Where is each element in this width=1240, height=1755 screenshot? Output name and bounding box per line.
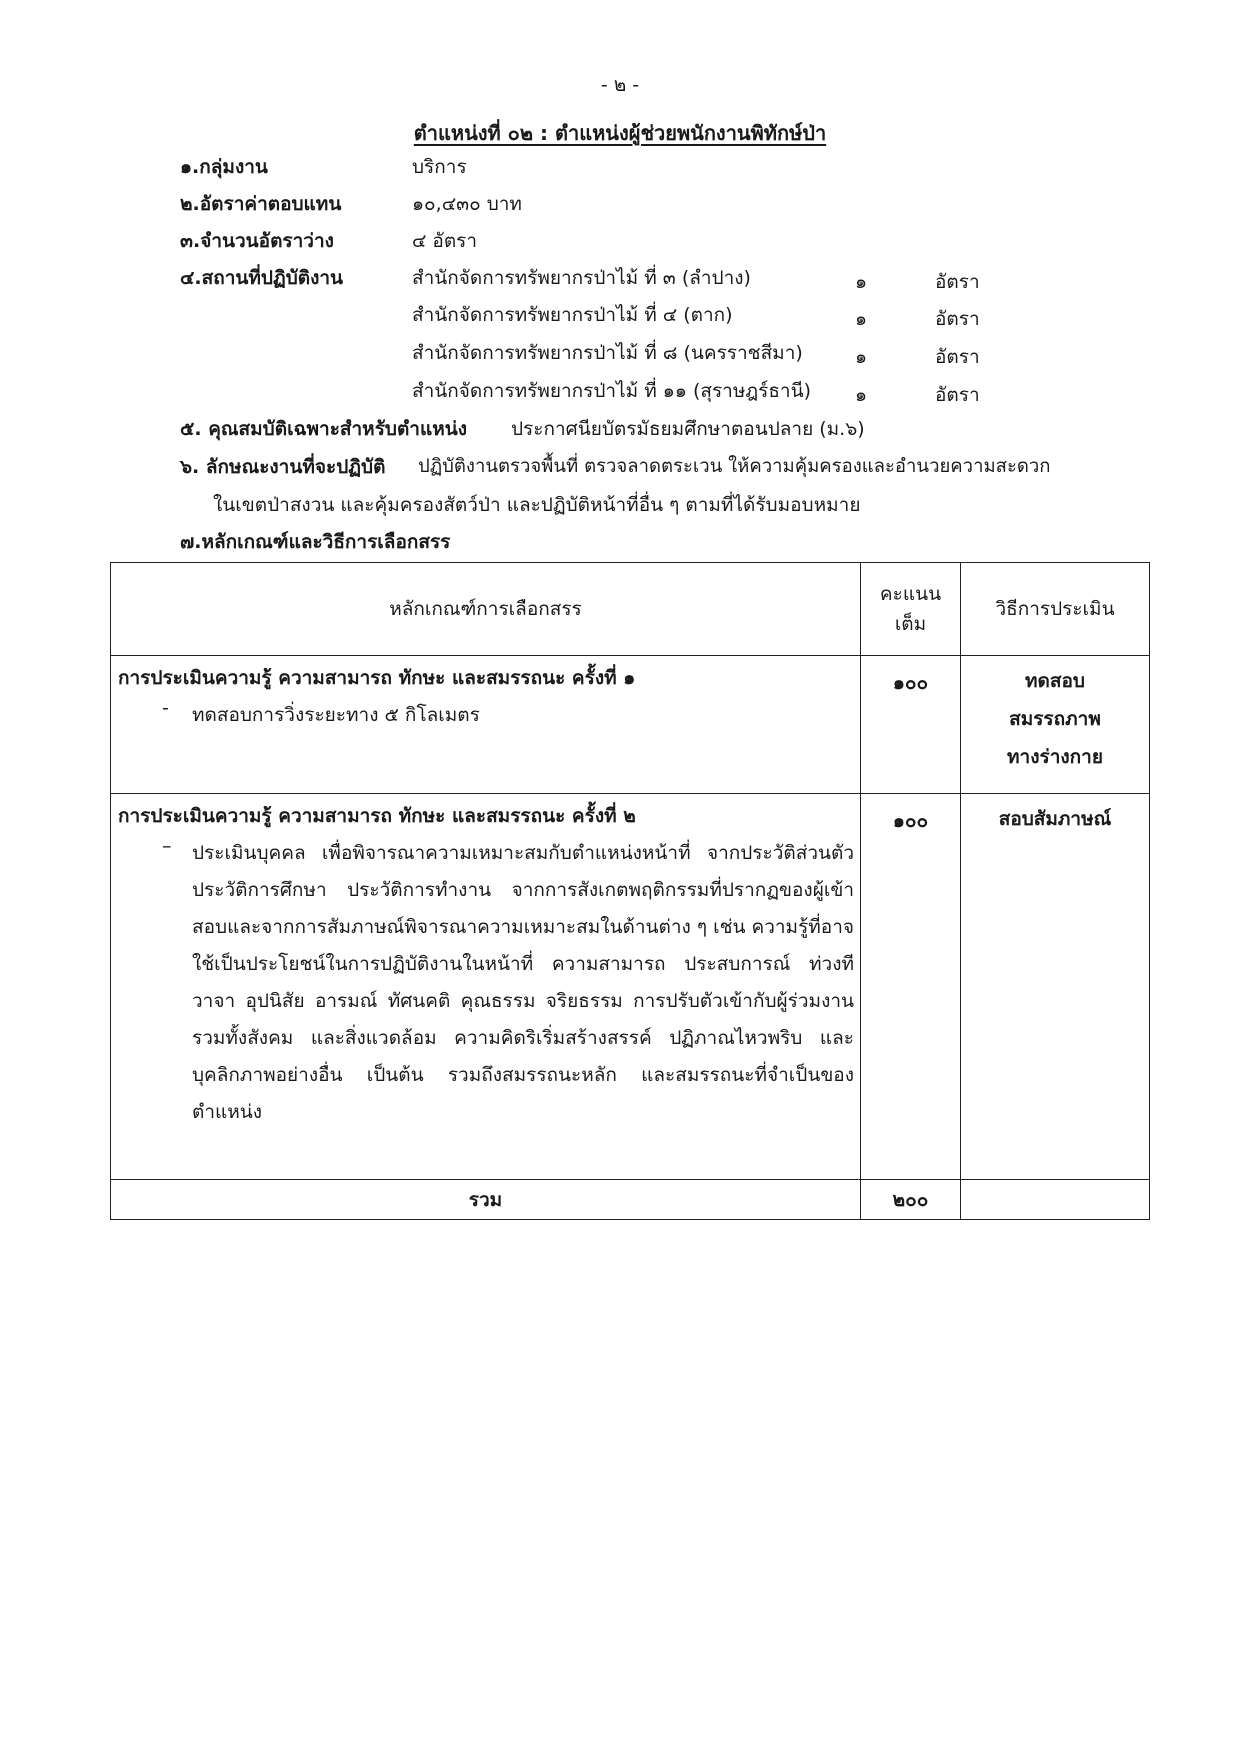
criteria-label: ๗.หลักเกณฑ์และวิธีการเลือกสรร: [180, 531, 451, 553]
location-count-1: ๑: [855, 271, 868, 293]
location-unit-1: อัตรา: [935, 271, 980, 293]
group-label: ๑.กลุ่มงาน: [180, 156, 268, 178]
qualification-label: ๕. คุณสมบัติเฉพาะสำหรับตำแหน่ง: [180, 418, 468, 440]
header-method: วิธีการประเมิน: [961, 563, 1150, 656]
row-1-score: ๑๐๐: [861, 656, 961, 794]
table-row: [111, 794, 1150, 1180]
row-2-title: การประเมินความรู้ ความสามารถ ทักษะ และสมรรถนะ ครั้งที่ ๒: [118, 805, 636, 827]
header-criteria: หลักเกณฑ์การเลือกสรร: [111, 563, 861, 656]
table-total-row: [111, 1180, 1150, 1220]
row-1-dash: -: [162, 697, 169, 719]
location-unit-2: อัตรา: [935, 308, 980, 330]
vacancy-label: ๓.จำนวนอัตราว่าง: [180, 230, 334, 252]
row-2-method: [961, 794, 1150, 1180]
row-2-score: ๑๐๐: [861, 794, 961, 1180]
row-1-method: [961, 656, 1150, 794]
row-2-bullet: [162, 835, 859, 1131]
row-1-bullet: [162, 697, 859, 734]
position-title: [0, 117, 1240, 149]
duty-label: ๖. ลักษณะงานที่จะปฏิบัติ: [180, 456, 386, 478]
row-1-method-line-2: สมรรถภาพ: [1009, 708, 1101, 730]
location-label: ๔.สถานที่ปฏิบัติงาน: [180, 267, 344, 289]
table-row: [111, 656, 1150, 794]
group-value: บริการ: [412, 156, 467, 178]
header-score: [861, 563, 961, 656]
row-1-method-line-1: ทดสอบ: [1025, 670, 1085, 692]
row-1-detail: ทดสอบการวิ่งระยะทาง ๕ กิโลเมตร: [192, 704, 480, 726]
total-score: ๒๐๐: [861, 1180, 961, 1220]
location-count-2: ๑: [855, 308, 868, 330]
row-1-method-line-3: ทางร่างกาย: [1007, 746, 1103, 768]
duty-value-line-1: ปฏิบัติงานตรวจพื้นที่ ตรวจลาดตระเวน ให้ความคุ้มครองและอำนวยความสะดวก: [418, 456, 1051, 477]
row-2-detail: ประเมินบุคคล เพื่อพิจารณาความเหมาะสมกับตำแหน่งหน้าที่ จากประวัติส่วนตัว ประวัติการศึกษา ประวัติการทำงาน จากการสังเกตพฤติกรรมที่ปรากฏของผู้เข้าสอบและจากการสัมภาษณ์พิจารณาความเหมาะสมในด้านต่าง ๆ เช่น ความรู้ที่อาจใช้เป็นประโยชน์ในการปฏิบัติงานในหน้าที่ ความสามารถ ประสบการณ์ ท่วงทีวาจา อุปนิสัย อารมณ์ ทัศนคติ คุณธรรม จริยธรรม การปรับตัวเข้ากับผู้ร่วมงาน รวมทั้งสังคม และสิ่งแวดล้อม ความคิดริเริ่มสร้างสรรค์ ปฏิภาณไหวพริบ และบุคลิกภาพอย่างอื่น เป็นต้น รวมถึงสมรรถนะหลัก และสมรรถนะที่จำเป็นของตำแหน่ง: [192, 842, 855, 1123]
position-title-text: ตำแหน่งที่ ๐๒ : ตำแหน่งผู้ช่วยพนักงานพิทักษ์ป่า: [413, 121, 827, 145]
location-office-4: สำนักจัดการทรัพยากรป่าไม้ ที่ ๑๑ (สุราษฎร์ธานี): [412, 380, 811, 402]
row-2-method-line-1: สอบสัมภาษณ์: [998, 808, 1112, 830]
duty-value-line-2: ในเขตป่าสงวน และคุ้มครองสัตว์ป่า และปฏิบัติหน้าที่อื่น ๆ ตามที่ได้รับมอบหมาย: [213, 494, 861, 516]
row-2-dash: –: [162, 835, 172, 857]
location-office-3: สำนักจัดการทรัพยากรป่าไม้ ที่ ๘ (นครราชสีมา): [412, 342, 803, 364]
location-count-3: ๑: [855, 346, 868, 368]
page-number: - ๒ -: [600, 74, 640, 96]
pay-value: ๑๐,๔๓๐ บาท: [412, 193, 522, 215]
total-label: รวม: [111, 1180, 861, 1220]
row-1-title: การประเมินความรู้ ความสามารถ ทักษะ และสมรรถนะ ครั้งที่ ๑: [118, 667, 636, 689]
header-score-line-2: เต็ม: [894, 613, 927, 635]
location-office-1: สำนักจัดการทรัพยากรป่าไม้ ที่ ๓ (ลำปาง): [412, 267, 751, 289]
table-header-row: [111, 563, 1150, 656]
header-score-line-1: คะแนน: [879, 583, 942, 605]
qualification-value: ประกาศนียบัตรมัธยมศึกษาตอนปลาย (ม.๖): [511, 418, 865, 440]
location-unit-3: อัตรา: [935, 346, 980, 368]
total-method-empty: [961, 1180, 1150, 1220]
location-unit-4: อัตรา: [935, 384, 980, 406]
row-1-criteria: [111, 656, 861, 794]
location-office-2: สำนักจัดการทรัพยากรป่าไม้ ที่ ๔ (ตาก): [412, 304, 733, 326]
criteria-table: [110, 562, 1150, 1220]
pay-label: ๒.อัตราค่าตอบแทน: [180, 193, 342, 215]
location-count-4: ๑: [855, 384, 868, 406]
row-2-criteria: [111, 794, 861, 1180]
vacancy-value: ๔ อัตรา: [412, 230, 478, 252]
